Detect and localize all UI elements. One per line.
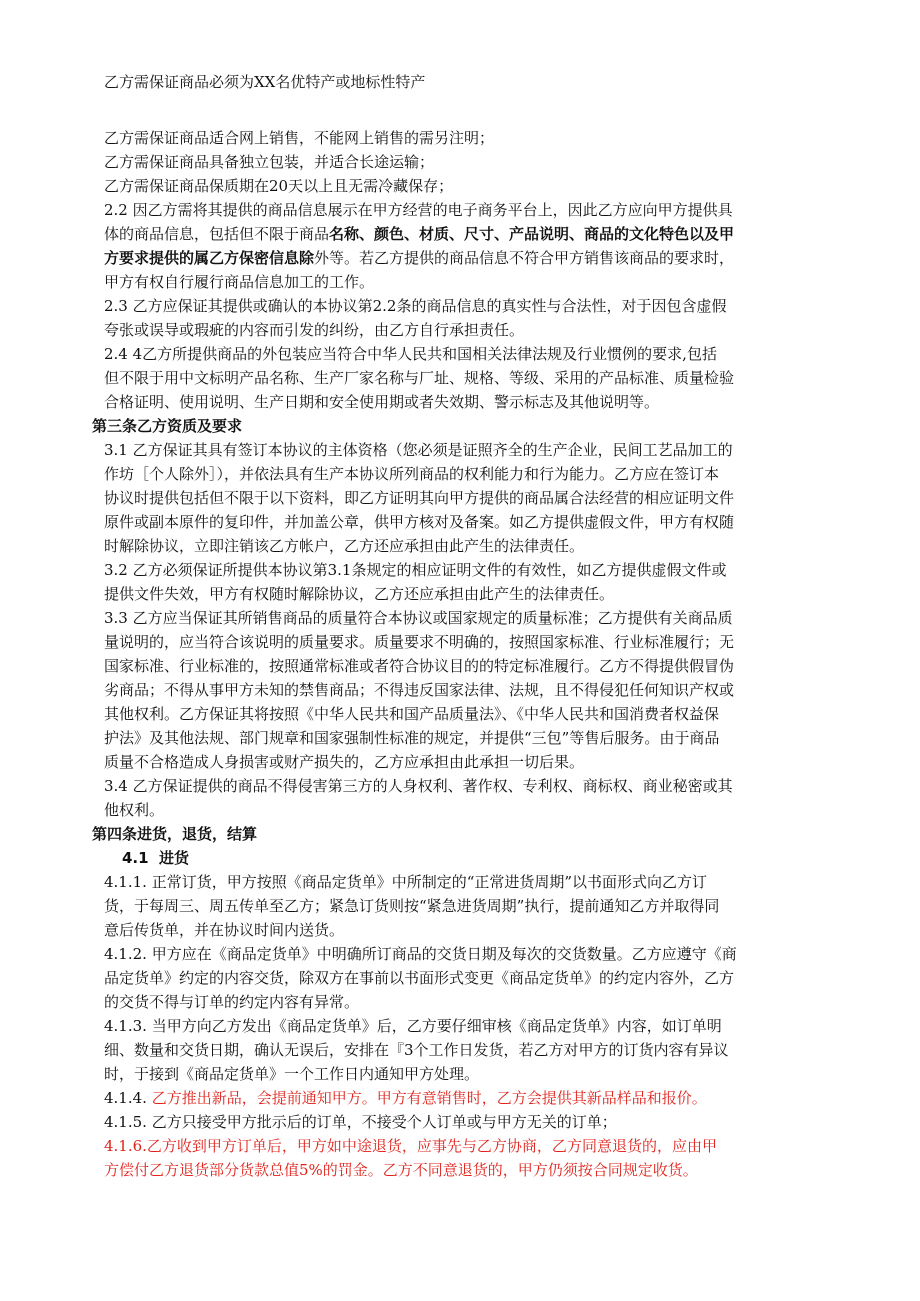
text-line: 量说明的，应当符合该说明的质量要求。质量要求不明确的，按照国家标准、行业标准履行；无 (104, 633, 735, 651)
clause-2-4: 2.4 4乙方所提供商品的外包装应当符合中华人民共和国相关法律法规及行业惯例的要求,包括 (104, 345, 717, 363)
text-line: 时，于接到《商品定货单》一个工作日内通知甲方处理。 (104, 1065, 480, 1083)
text-line: 劣商品；不得从事甲方未知的禁售商品；不得违反国家法律、法规，且不得侵犯任何知识产权或 (104, 681, 735, 699)
text-line: 原件或副本原件的复印件，并加盖公章，供甲方核对及备案。如乙方提供虚假文件，甲方有权随 (104, 513, 735, 531)
text-line: 国家标准、行业标准的，按照通常标准或者符合协议目的的特定标准履行。乙方不得提供假冒伪 (104, 657, 735, 675)
clause-3-4: 3.4 乙方保证提供的商品不得侵害第三方的人身权利、著作权、专利权、商标权、商业秘密或其 (104, 777, 733, 795)
bold-text-segment: 方要求提供的属乙方保密信息除 (104, 249, 315, 267)
text-line: 时解除协议，立即注销该乙方帐户，乙方还应承担由此产生的法律责任。 (104, 537, 585, 555)
clause-4-1-1: 4.1.1. 正常订货，甲方按照《商品定货单》中所制定的“正常进货周期”以书面形式向乙方订 (104, 873, 708, 891)
text-line-highlighted: 方偿付乙方退货部分货款总值5%的罚金。乙方不同意退货的，甲方仍须按合同规定收货。 (104, 1161, 698, 1179)
text-line: 但不限于用中文标明产品名称、生产厂家名称与厂址、规格、等级、采用的产品标准、质量检验 (104, 369, 735, 387)
clause-3-3: 3.3 乙方应当保证其所销售商品的质量符合本协议或国家规定的质量标准；乙方提供有关商品质 (104, 609, 733, 627)
clause-3-2: 3.2 乙方必须保证所提供本协议第3.1条规定的相应证明文件的有效性，如乙方提供虚假文件或 (104, 561, 727, 579)
text-line (104, 222, 734, 246)
text-line: 夸张或误导或瑕疵的内容而引发的纠纷，由乙方自行承担责任。 (104, 321, 525, 339)
text-segment: 4.1.4. (104, 1089, 152, 1107)
clause-4-1-2: 4.1.2. 甲方应在《商品定货单》中明确所订商品的交货日期及每次的交货数量。乙方应遵守《商 (104, 945, 737, 963)
text-line: 甲方有权自行履行商品信息加工的工作。 (104, 273, 375, 291)
clause-3-1: 3.1 乙方保证其具有签订本协议的主体资格（您必须是证照齐全的生产企业，民间工艺品加工的 (104, 441, 733, 459)
clause-4-1-5: 4.1.5. 乙方只接受甲方批示后的订单，不接受个人订单或与甲方无关的订单； (104, 1113, 617, 1131)
text-line: 乙方需保证商品必须为XX名优特产或地标性特产 (104, 73, 426, 91)
text-line: 作坊［个人除外］），并依法具有生产本协议所列商品的权利能力和行为能力。乙方应在签订本 (104, 465, 720, 483)
text-line: 意后传货单，并在协议时间内送货。 (104, 921, 345, 939)
text-line: 乙方需保证商品具备独立包装，并适合长途运输； (104, 153, 435, 171)
highlighted-text-segment: 乙方推出新品，会提前通知甲方。甲方有意销售时，乙方会提供其新品样品和报价。 (151, 1089, 707, 1107)
text-line: 护法》及其他法规、部门规章和国家强制性标准的规定，并提供“三包”等售后服务。由于商品 (104, 729, 720, 747)
text-line: 提供文件失效，甲方有权随时解除协议，乙方还应承担由此产生的法律责任。 (104, 585, 615, 603)
subsection-heading-4-1: 4.1 进货 (122, 849, 190, 867)
section-heading-3: 第三条乙方资质及要求 (92, 417, 243, 435)
clause-4-1-6: 4.1.6.乙方收到甲方订单后，甲方如中途退货，应事先与乙方协商，乙方同意退货的，应由甲 (104, 1137, 717, 1155)
text-segment: 体的商品信息，包括但不限于商品 (104, 225, 330, 243)
text-line (104, 246, 734, 270)
text-segment: 外等。若乙方提供的商品信息不符合甲方销售该商品的要求时， (314, 249, 735, 267)
clause-2-2: 2.2 因乙方需将其提供的商品信息展示在甲方经营的电子商务平台上，因此乙方应向甲方提供具 (104, 201, 733, 219)
text-line: 协议时提供包括但不限于以下资料，即乙方证明其向甲方提供的商品属合法经营的相应证明文件 (104, 489, 735, 507)
text-line: 其他权利。乙方保证其将按照《中华人民共和国产品质量法》、《中华人民共和国消费者权益保 (104, 705, 720, 723)
text-line: 货，于每周三、周五传单至乙方；紧急订货则按“紧急进货周期”执行，提前通知乙方并取得同 (104, 897, 720, 915)
clause-2-3: 2.3 乙方应保证其提供或确认的本协议第2.2条的商品信息的真实性与合法性，对于因包含虚假 (104, 297, 727, 315)
text-line: 乙方需保证商品适合网上销售，不能网上销售的需另注明； (104, 129, 495, 147)
section-heading-4: 第四条进货，退货，结算 (92, 825, 258, 843)
text-line: 乙方需保证商品保质期在20天以上且无需冷藏保存； (104, 177, 454, 195)
text-line: 的交货不得与订单的约定内容有异常。 (104, 993, 360, 1011)
text-line: 质量不合格造成人身损害或财产损失的，乙方应承担由此承担一切后果。 (104, 753, 585, 771)
text-line: 他权利。 (104, 801, 165, 819)
clause-4-1-3: 4.1.3. 当甲方向乙方发出《商品定货单》后，乙方要仔细审核《商品定货单》内容，如订单明 (104, 1017, 722, 1035)
text-line: 品定货单》约定的内容交货，除双方在事前以书面形式变更《商品定货单》的约定内容外，乙方 (104, 969, 735, 987)
text-line: 合格证明、使用说明、生产日期和安全使用期或者失效期、警示标志及其他说明等。 (104, 393, 660, 411)
clause-4-1-4 (104, 1086, 707, 1110)
bold-text-segment: 名称、颜色、材质、尺寸、产品说明、商品的文化特色以及甲 (329, 225, 735, 243)
text-line: 细、数量和交货日期，确认无误后，安排在『3个工作日发货，若乙方对甲方的订货内容有异议 (104, 1041, 729, 1059)
